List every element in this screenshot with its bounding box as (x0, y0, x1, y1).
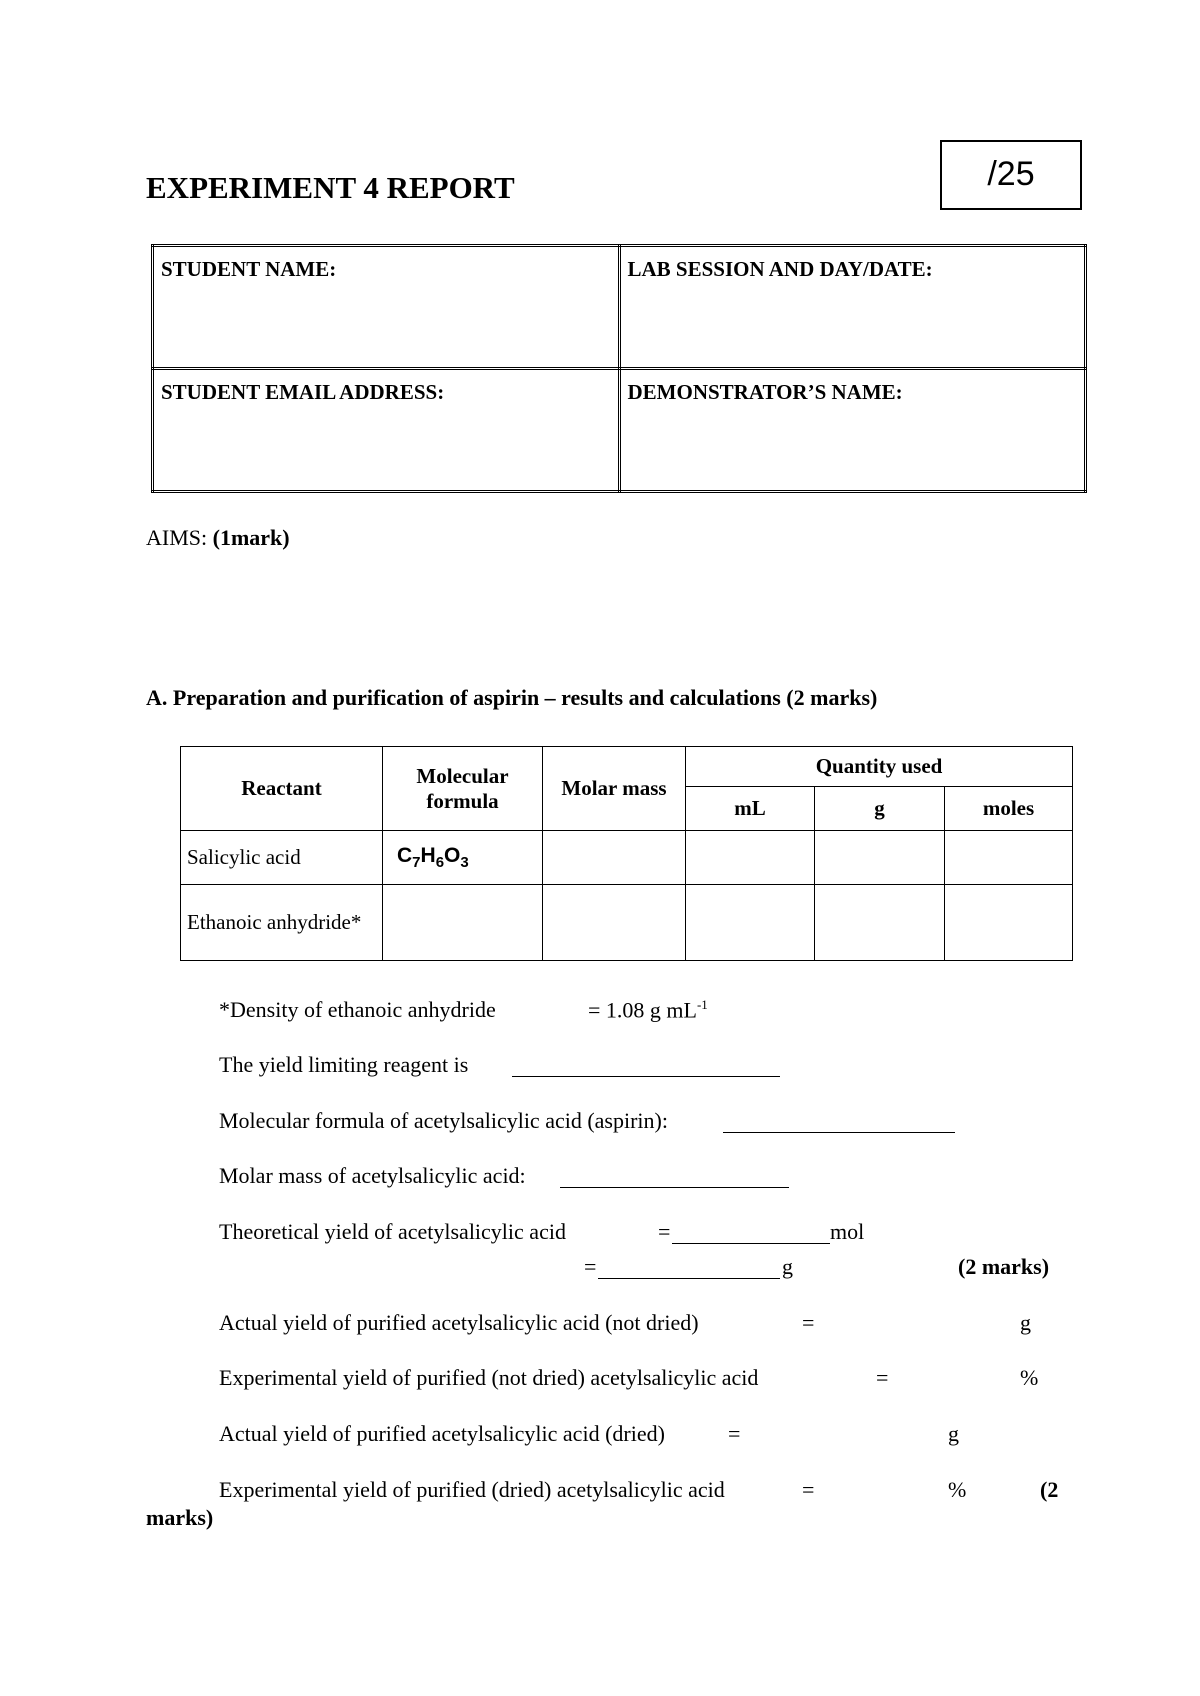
reactant-cell: Ethanoic anhydride* (181, 885, 383, 961)
molar-mass-blank[interactable] (560, 1169, 789, 1188)
aims-label: AIMS: (146, 525, 208, 550)
student-name-field[interactable] (153, 246, 620, 369)
student-email-label: STUDENT EMAIL ADDRESS: (161, 380, 445, 404)
moles-cell[interactable] (945, 831, 1073, 885)
marks-label-close: marks) (146, 1505, 214, 1530)
student-info-table (151, 244, 1087, 493)
molar-mass-cell[interactable] (543, 831, 686, 885)
header-formula: Molecular formula (383, 747, 543, 831)
aims-marks: (1mark) (212, 525, 290, 550)
g-cell[interactable] (815, 831, 945, 885)
density-label: *Density of ethanoic anhydride (219, 997, 496, 1022)
equals-sign: = (584, 1254, 597, 1279)
table-row (181, 831, 1073, 885)
lab-session-label: LAB SESSION AND DAY/DATE: (627, 257, 933, 281)
ml-cell[interactable] (686, 831, 815, 885)
density-value: = 1.08 g $mL^{-1}$ (588, 997, 708, 1023)
equals-sign: = (728, 1421, 741, 1446)
limiting-reagent-blank[interactable] (512, 1058, 780, 1077)
aims-line (146, 525, 290, 551)
formula-cell: $C_7H_6O_3$ (383, 831, 543, 885)
moles-cell[interactable] (945, 885, 1073, 961)
g-cell[interactable] (815, 885, 945, 961)
equals-sign: = (802, 1310, 815, 1335)
score-box: /25 (940, 140, 1082, 210)
theoretical-mol-blank[interactable] (672, 1225, 830, 1244)
experimental-yield-not-dried-label: Experimental yield of purified (not dried) acetylsalicylic acid (219, 1365, 759, 1390)
theoretical-g-blank[interactable] (598, 1260, 780, 1279)
molar-mass-label: Molar mass of acetylsalicylic acid: (219, 1163, 526, 1188)
g-unit: g (948, 1421, 959, 1446)
report-title: EXPERIMENT 4 REPORT (146, 170, 515, 205)
reactant-cell: Salicylic acid (181, 831, 383, 885)
lab-session-field[interactable] (619, 246, 1086, 369)
percent-unit: % (1020, 1365, 1039, 1390)
molar-mass-cell[interactable] (543, 885, 686, 961)
header-reactant: Reactant (181, 747, 383, 831)
actual-yield-dried-label: Actual yield of purified acetylsalicylic acid (dried) (219, 1421, 665, 1446)
marks-label: (2 marks) (958, 1254, 1050, 1279)
header-g: g (815, 787, 945, 831)
header-moles: moles (945, 787, 1073, 831)
experimental-yield-dried-label: Experimental yield of purified (dried) acetylsalicylic acid (219, 1477, 725, 1502)
section-a-heading: A. Preparation and purification of aspirin – results and calculations (2 marks) (146, 685, 878, 710)
theoretical-yield-label: Theoretical yield of acetylsalicylic acid (219, 1219, 566, 1244)
equals-sign: = (802, 1477, 815, 1502)
g-unit: g (1020, 1310, 1031, 1335)
demonstrator-label: DEMONSTRATOR’S NAME: (627, 380, 903, 404)
equals-sign: = (876, 1365, 889, 1390)
formula-cell[interactable] (383, 885, 543, 961)
table-row (181, 885, 1073, 961)
reactant-table (180, 746, 1073, 961)
student-name-label: STUDENT NAME: (161, 257, 337, 281)
demonstrator-field[interactable] (619, 369, 1086, 492)
mol-unit: mol (830, 1219, 865, 1244)
header-ml: mL (686, 787, 815, 831)
student-email-field[interactable] (153, 369, 620, 492)
molecular-formula-blank[interactable] (723, 1114, 955, 1133)
limiting-reagent-label: The yield limiting reagent is (219, 1052, 469, 1077)
ml-cell[interactable] (686, 885, 815, 961)
header-molar-mass: Molar mass (543, 747, 686, 831)
equals-sign: = (658, 1219, 671, 1244)
g-unit: g (782, 1254, 793, 1279)
header-quantity-used: Quantity used (686, 747, 1073, 787)
molecular-formula-label: Molecular formula of acetylsalicylic acid (aspirin): (219, 1108, 668, 1133)
marks-label-open: (2 (1040, 1477, 1059, 1502)
percent-unit: % (948, 1477, 967, 1502)
actual-yield-not-dried-label: Actual yield of purified acetylsalicylic acid (not dried) (219, 1310, 699, 1335)
